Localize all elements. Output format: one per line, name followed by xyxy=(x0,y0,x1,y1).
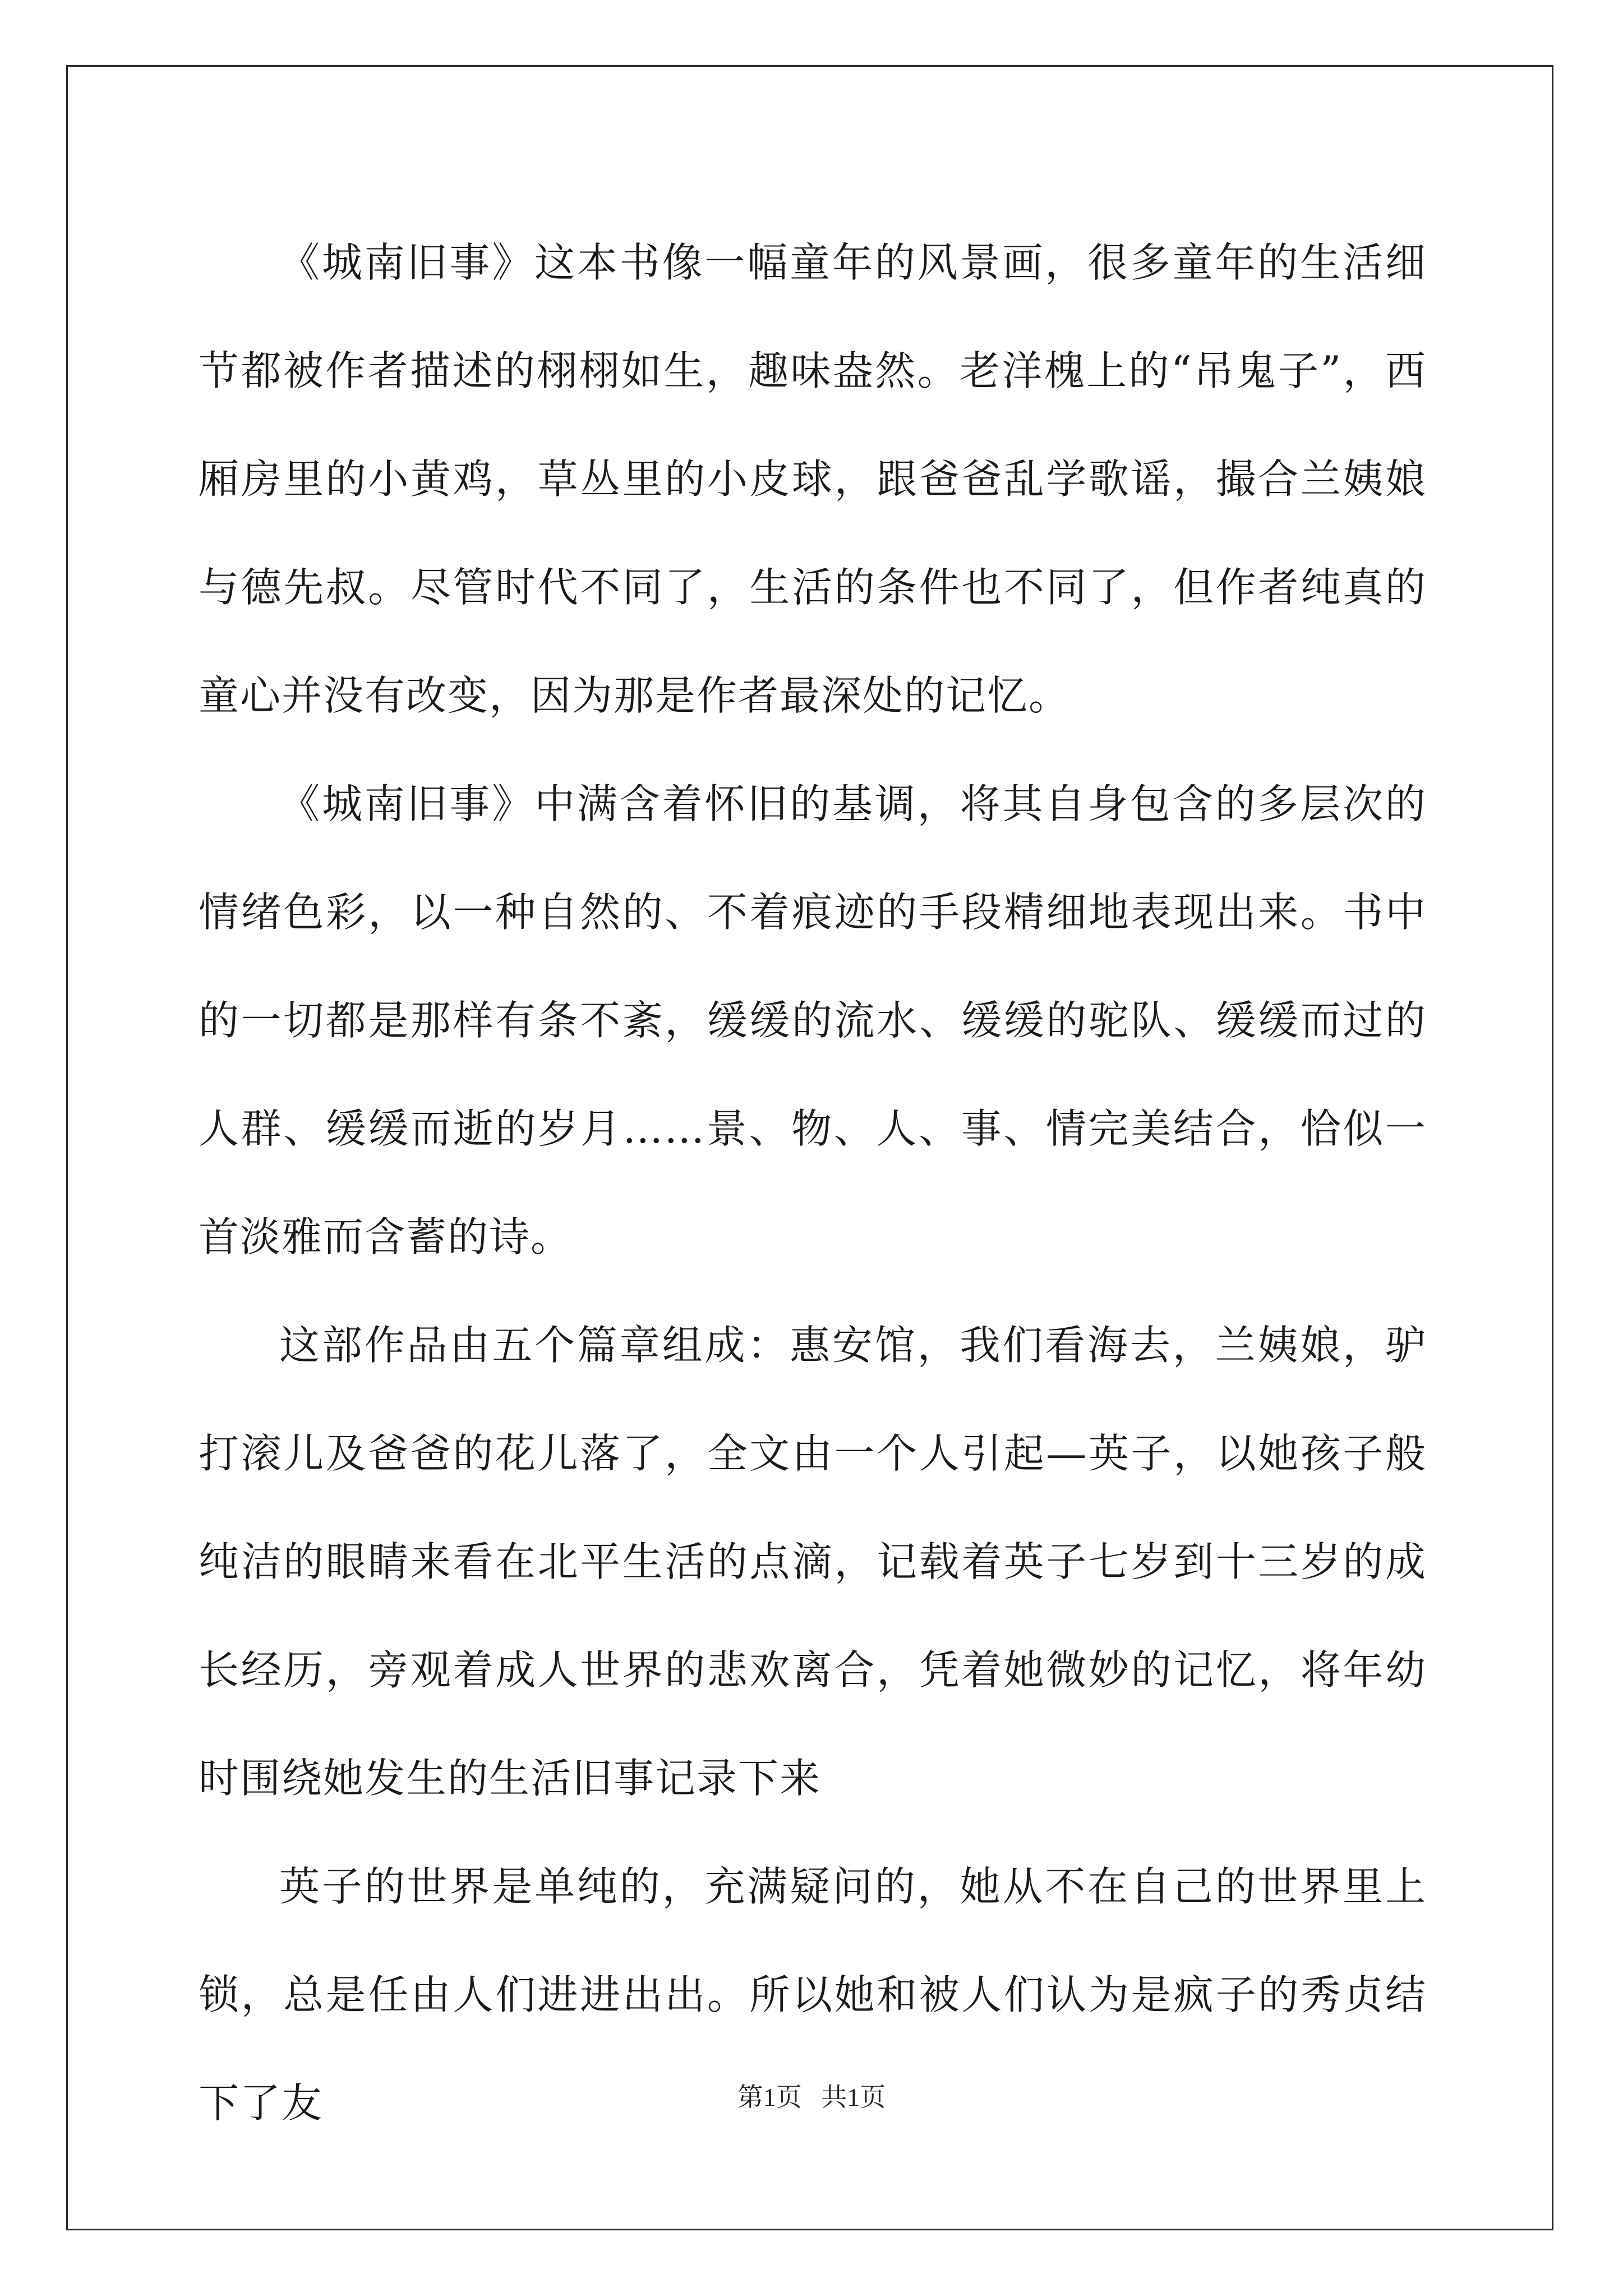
paragraph: 这部作品由五个篇章组成：惠安馆，我们看海去，兰姨娘，驴打滚儿及爸爸的花儿落了，全文由一个人引起—英子，以她孩子般纯洁的眼睛来看在北平生活的点滴，记载着英子七岁到十三岁的成长经历，旁观着成人世界的悲欢离合，凭着她微妙的记忆，将年幼时围绕她发生的生活旧事记录下来 xyxy=(199,1322,1427,1802)
paragraph: 《城南旧事》中满含着怀旧的基调，将其自身包含的多层次的情绪色彩，以一种自然的、不着痕迹的手段精细地表现出来。书中的一切都是那样有条不紊，缓缓的流水、缓缓的驼队、缓缓而过的人群、缓缓而逝的岁月……景、物、人、事、情完美结合，恰似一首淡雅而含蓄的诗。 xyxy=(199,780,1427,1260)
paragraph: 英子的世界是单纯的，充满疑问的，她从不在自己的世界里上锁，总是任由人们进进出出。所以她和被人们认为是疯子的秀贞结下了友 xyxy=(199,1863,1427,2127)
document-body xyxy=(199,209,1427,2157)
paragraph: 《城南旧事》这本书像一幅童年的风景画，很多童年的生活细节都被作者描述的栩栩如生，趣味盎然。老洋槐上的“吊鬼子”，西厢房里的小黄鸡，草丛里的小皮球，跟爸爸乱学歌谣，撮合兰姨娘与德先叔。尽管时代不同了，生活的条件也不同了，但作者纯真的童心并没有改变，因为那是作者最深处的记忆。 xyxy=(199,239,1427,719)
page-number-footer: 第1页 共1页 xyxy=(737,2083,886,2111)
